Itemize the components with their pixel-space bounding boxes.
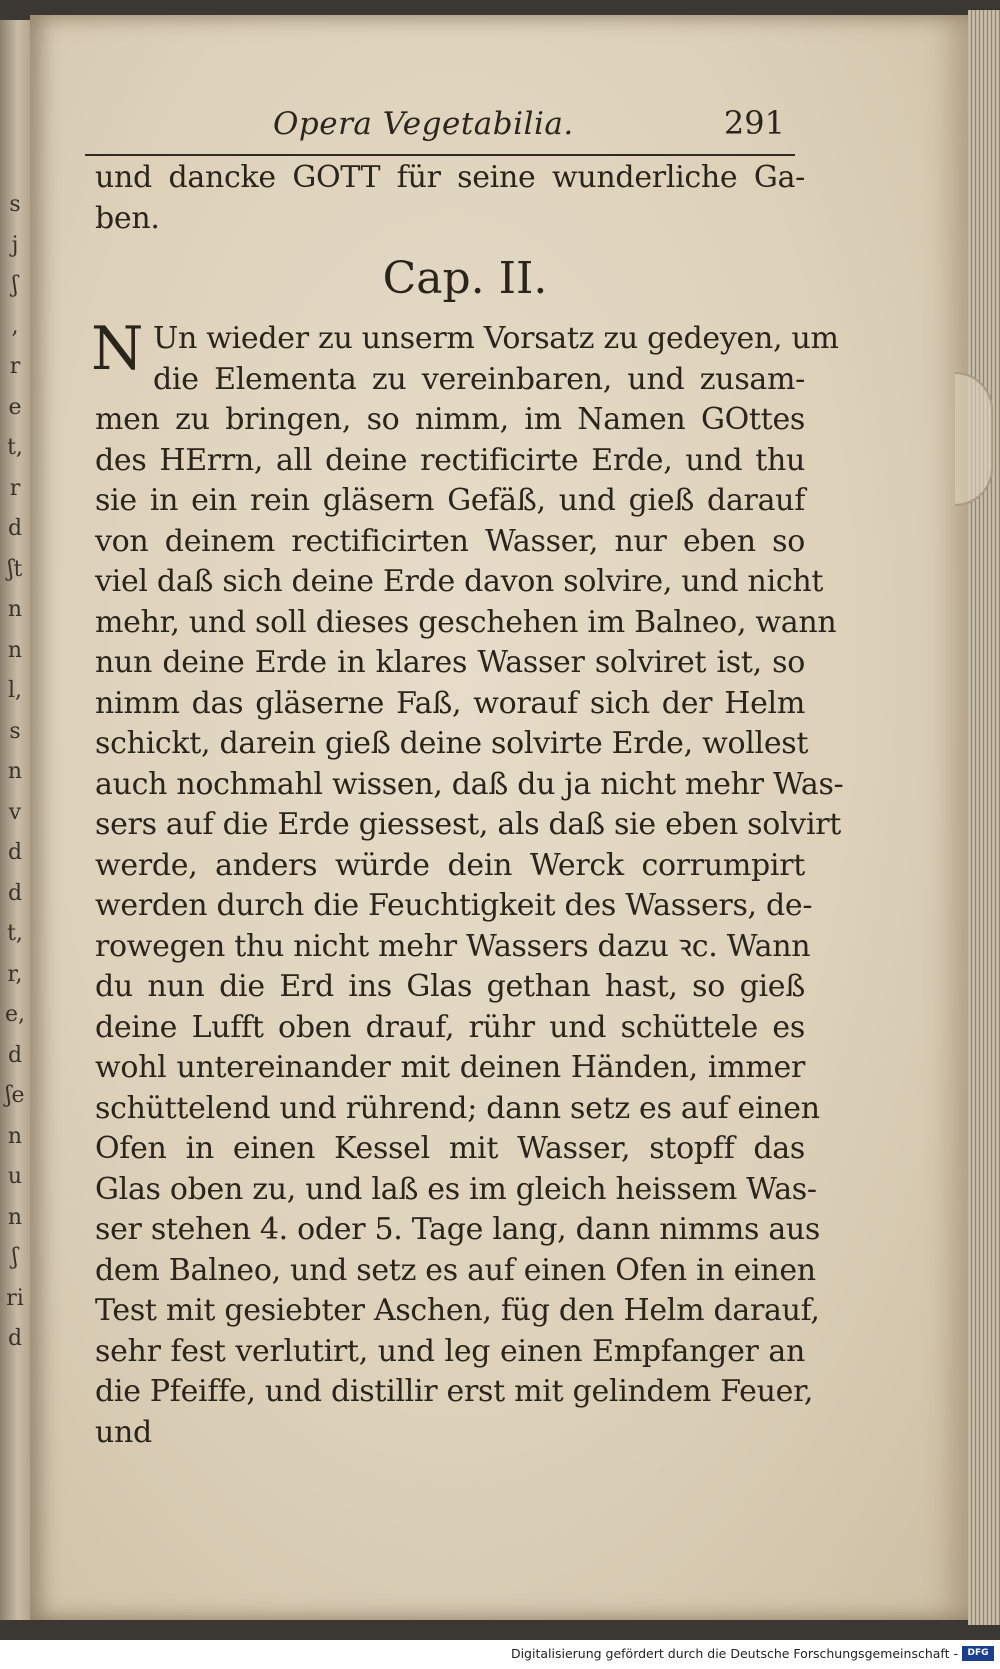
text-line: rowegen thu nicht mehr Wassers dazu ꝛc. Wann [95, 928, 811, 964]
margin-fragment: s [9, 192, 21, 217]
funding-credit: Digitalisierung gefördert durch die Deutsche Forschungsgemeinschaft - [510, 1646, 958, 1661]
margin-fragment: r, [7, 961, 23, 987]
facing-page-fragments [4, 185, 26, 1360]
text-line: nimm das gläserne Faß, worauf sich der Helm [95, 685, 805, 721]
drop-cap: N [91, 314, 144, 384]
running-title: Opera Vegetabilia. [273, 106, 574, 142]
page-tab-marker [955, 372, 993, 506]
margin-fragment: ʃ [12, 273, 18, 298]
margin-fragment: ʃ [12, 1245, 18, 1270]
margin-fragment: ri [6, 1285, 24, 1311]
text-line: sie in ein rein gläsern Gefäß, und gieß darauf [95, 483, 805, 518]
text-line: schickt, darein gieß deine solvirte Erde, wollest [95, 726, 809, 761]
margin-fragment: l, [7, 678, 23, 703]
dfg-logo-icon: DFG [962, 1646, 994, 1661]
text-line: Ofen in einen Kessel mit Wasser, stopff das [95, 1131, 805, 1166]
margin-fragment: u [7, 1164, 23, 1189]
text-line: nun deine Erde in klares Wasser solviret ist, so [95, 645, 805, 680]
margin-fragment: t, [7, 921, 23, 946]
text-line: werde, anders würde dein Werck corrumpirt [95, 847, 805, 883]
text-line: viel daß sich deine Erde davon solvire, und nicht [95, 564, 824, 599]
text-line: des HErrn, all deine rectificirte Erde, und thu [95, 442, 805, 478]
margin-fragment: d [7, 1326, 23, 1351]
text-line: men zu bringen, so nimm, im Namen GOttes [95, 402, 805, 437]
text-line: ser stehen 4. oder 5. Tage lang, dann nimms aus [95, 1212, 821, 1247]
text-line: von deinem rectificirten Wasser, nur eben so [95, 523, 805, 559]
text-line: ben. [95, 200, 160, 236]
text-line-content: Un wieder zu unserm Vorsatz zu gedeyen, um [153, 321, 839, 356]
margin-fragment: e [8, 394, 22, 420]
margin-fragment: s [9, 718, 21, 744]
text-line: schüttelend und rührend; dann setz es auf einen [95, 1090, 820, 1126]
text-line: Test mit gesiebter Aschen, füg den Helm darauf, [95, 1293, 820, 1328]
text-line: auch nochmahl wissen, daß du ja nicht mehr Was- [95, 766, 844, 802]
text-line: dem Balneo, und setz es auf einen Ofen in einen [95, 1252, 816, 1288]
text-line: wohl untereinander mit deinen Händen, immer [95, 1050, 805, 1085]
margin-fragment: ʃt [7, 556, 23, 582]
catchword: und [95, 1414, 152, 1450]
margin-fragment: d [7, 840, 23, 865]
text-line: sehr fest verlutirt, und leg einen Empfanger an [95, 1333, 805, 1369]
text-line: Glas oben zu, und laß es im gleich heissem Was- [95, 1171, 817, 1207]
footer-bar [0, 1640, 1000, 1669]
margin-fragment: j [11, 232, 19, 258]
margin-fragment: , [11, 313, 19, 339]
margin-fragment: n [7, 597, 23, 622]
margin-fragment: r [9, 354, 21, 379]
page-header [85, 98, 795, 156]
chapter-paragraph [91, 314, 844, 1413]
chapter-heading: Cap. II. [382, 253, 548, 304]
body-text [91, 158, 844, 1453]
page-block-edge [968, 10, 1000, 1625]
text-line: mehr, und soll dieses geschehen im Balneo, wann [95, 604, 837, 640]
margin-fragment: n [7, 759, 23, 784]
margin-fragment: e, [4, 1002, 25, 1027]
margin-fragment: n [7, 637, 23, 663]
margin-fragment: r [9, 475, 21, 501]
margin-fragment: ʃe [5, 1083, 25, 1108]
text-line: und dancke GOTT für seine wunderliche Ga- [95, 160, 805, 195]
margin-fragment: d [7, 516, 23, 541]
margin-fragment: d [7, 880, 23, 906]
margin-fragment: n [7, 1123, 23, 1149]
text-line: du nun die Erd ins Glas gethan hast, so gieß [95, 969, 805, 1004]
facing-page-edge [0, 20, 30, 1620]
margin-fragment: t, [7, 435, 23, 460]
text-line: deine Lufft oben drauf, rühr und schüttele es [95, 1009, 805, 1045]
page-number: 291 [723, 104, 785, 142]
margin-fragment: v [8, 799, 22, 825]
text-line: sers auf die Erde giessest, als daß sie eben solvirt [95, 807, 842, 842]
margin-fragment: d [7, 1042, 23, 1068]
text-line: werden durch die Feuchtigkeit des Wassers, de- [95, 888, 813, 923]
text-line: die Elementa zu vereinbaren, und zusam- [153, 361, 805, 397]
margin-fragment: n [7, 1204, 23, 1230]
text-line: die Pfeiffe, und distillir erst mit gelindem Feuer, [95, 1374, 814, 1409]
